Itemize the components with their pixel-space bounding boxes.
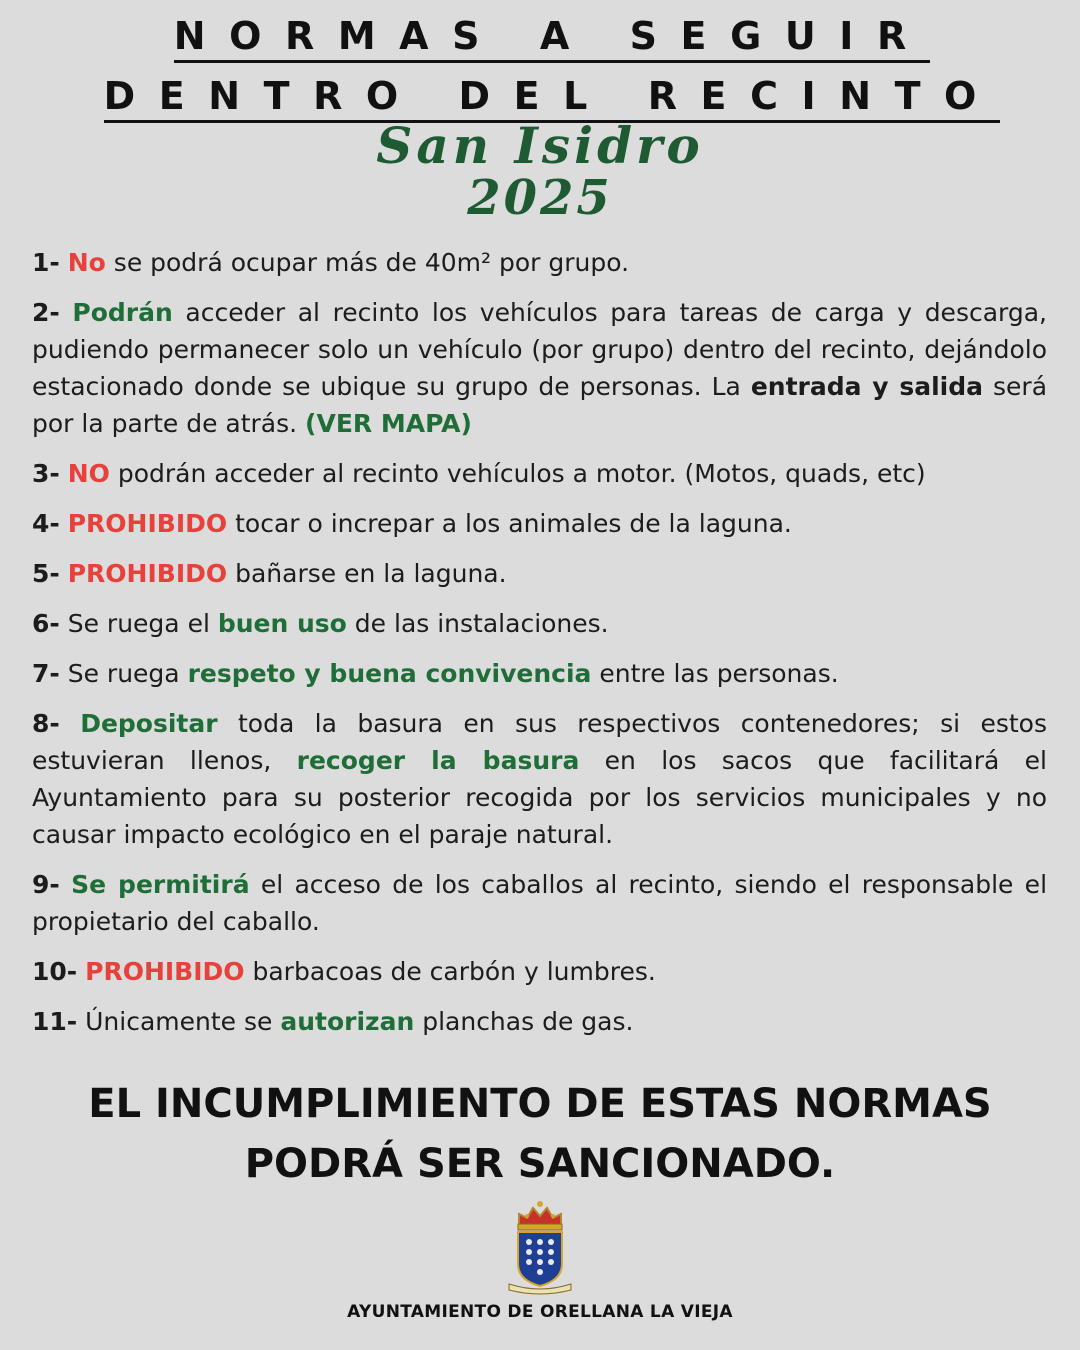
rule-text: se podrá ocupar más de 40m² por grupo. — [105, 248, 630, 277]
rule-number: 5- — [32, 559, 60, 588]
rule-keyword: Depositar — [80, 709, 218, 738]
rule-keyword: No — [67, 248, 106, 277]
rule-keyword-2: recoger la basura — [296, 746, 580, 775]
rule-number: 3- — [32, 459, 60, 488]
rule-text: toda la basura en sus respectivos contenedores; si estos estuvieran llenos, — [32, 709, 1048, 775]
rule-1 — [32, 244, 1047, 281]
map-link: (VER MAPA) — [305, 409, 472, 438]
rule-3 — [32, 455, 1047, 492]
rule-number: 2- — [32, 298, 60, 327]
rule-keyword: NO — [67, 459, 110, 488]
rule-number: 9- — [32, 870, 60, 899]
organization-name: AYUNTAMIENTO DE ORELLANA LA VIEJA — [347, 1302, 733, 1322]
rule-keyword: PROHIBIDO — [67, 559, 228, 588]
title-text-2: DENTRO DEL RECINTO — [104, 76, 1000, 123]
rule-number: 1- — [32, 248, 60, 277]
rule-number: 6- — [32, 609, 60, 638]
rule-keyword: Podrán — [72, 298, 173, 327]
rule-text: Se ruega — [59, 659, 188, 688]
rule-text-2: de las instalaciones. — [346, 609, 609, 638]
rule-keyword: respeto y buena convivencia — [187, 659, 592, 688]
rule-4 — [32, 505, 1047, 542]
event-name: San Isidro — [376, 116, 704, 175]
rule-2 — [32, 294, 1047, 442]
rule-text: acceder al recinto los vehículos para tareas de carga y descarga, pudiendo permanecer solo un vehículo (por grupo) dentro del recinto, dejándolo estacionado donde se ubique su grupo de personas. La — [32, 298, 1048, 401]
rule-text-2: entre las personas. — [591, 659, 839, 688]
rule-emphasis: entrada y salida — [750, 372, 983, 401]
rule-number: 4- — [32, 509, 60, 538]
event-year: 2025 — [467, 170, 613, 226]
rule-text: el acceso de los caballos al recinto, siendo el responsable el propietario del caballo. — [32, 870, 1048, 936]
coat-of-arms-icon — [505, 1196, 575, 1296]
rule-text-2: en los sacos que facilitará el Ayuntamiento para su posterior recogida por los servicios municipales y no causar impacto ecológico en el paraje natural. — [32, 746, 1047, 849]
rule-9 — [32, 866, 1047, 940]
rule-number: 11- — [32, 1007, 78, 1036]
rule-text: barbacoas de carbón y lumbres. — [244, 957, 656, 986]
rule-10 — [32, 953, 1047, 990]
rule-6 — [32, 605, 1047, 642]
rule-text: podrán acceder al recinto vehículos a motor. (Motos, quads, etc) — [109, 459, 926, 488]
rule-number: 8- — [32, 709, 60, 738]
rule-keyword: buen uso — [217, 609, 347, 638]
rules-list — [32, 244, 1047, 1053]
rule-text-2: planchas de gas. — [414, 1007, 634, 1036]
rule-text: Únicamente se — [77, 1007, 281, 1036]
title-line-1 — [0, 14, 1080, 63]
rule-text: bañarse en la laguna. — [227, 559, 507, 588]
warning-line-1: EL INCUMPLIMIENTO DE ESTAS NORMAS — [88, 1081, 992, 1127]
rule-5 — [32, 555, 1047, 592]
rule-keyword: Se permitirá — [71, 870, 250, 899]
rule-number: 10- — [32, 957, 78, 986]
rule-keyword: autorizan — [280, 1007, 415, 1036]
rule-7 — [32, 655, 1047, 692]
rule-8 — [32, 705, 1047, 853]
title-text-1: NORMAS A SEGUIR — [174, 16, 930, 63]
rule-11 — [32, 1003, 1047, 1040]
rule-text: Se ruega el — [59, 609, 218, 638]
rule-text: tocar o increpar a los animales de la laguna. — [227, 509, 792, 538]
rule-number: 7- — [32, 659, 60, 688]
rule-text-2: será por la parte de atrás. — [32, 372, 1048, 438]
warning-line-2: PODRÁ SER SANCIONADO. — [244, 1141, 836, 1187]
rule-keyword: PROHIBIDO — [85, 957, 245, 986]
rule-keyword: PROHIBIDO — [67, 509, 228, 538]
warning-notice — [0, 1074, 1080, 1194]
